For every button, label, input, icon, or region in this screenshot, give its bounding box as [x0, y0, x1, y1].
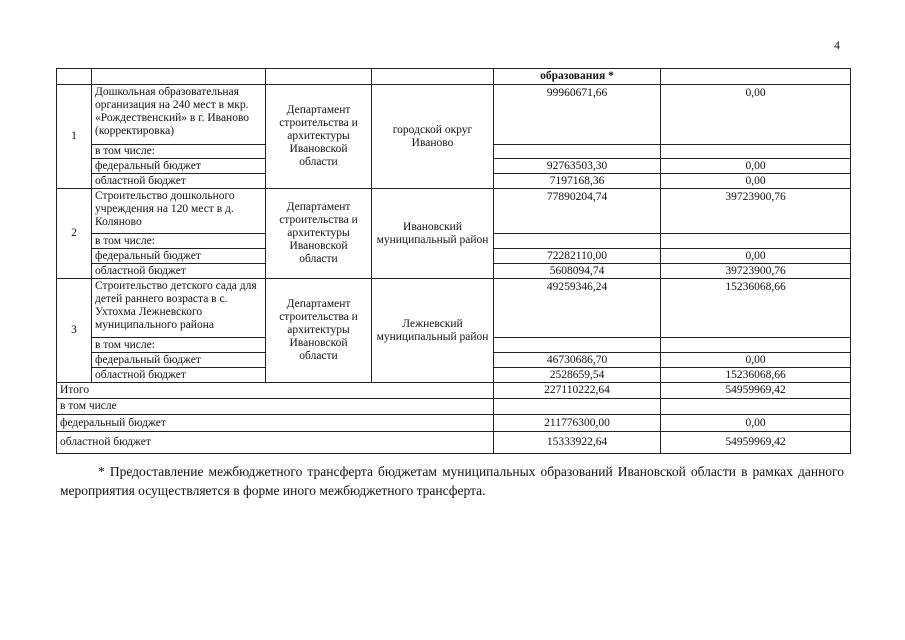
municipality-cell: городской округ Иваново — [372, 85, 494, 189]
incl-label: в том числе: — [92, 234, 266, 249]
table-header-row — [57, 69, 851, 85]
total-value-a: 77890204,74 — [494, 189, 661, 234]
totals-regional-value-b: 54959969,42 — [661, 432, 851, 454]
federal-value-b: 0,00 — [661, 353, 851, 368]
project-3-total-row — [57, 279, 851, 338]
federal-label: федеральный бюджет — [92, 159, 266, 174]
totals-incl-row — [57, 399, 851, 415]
regional-value-b: 0,00 — [661, 174, 851, 189]
federal-label: федеральный бюджет — [92, 249, 266, 264]
regional-value-a: 5608094,74 — [494, 264, 661, 279]
regional-label: областной бюджет — [92, 174, 266, 189]
totals-incl-label: в том числе — [57, 399, 494, 415]
totals-regional-row — [57, 432, 851, 454]
totals-regional-label: областной бюджет — [57, 432, 494, 454]
project-number: 3 — [57, 279, 92, 383]
totals-federal-value-b: 0,00 — [661, 415, 851, 432]
grand-total-value-a: 227110222,64 — [494, 383, 661, 399]
federal-value-a: 72282110,00 — [494, 249, 661, 264]
regional-value-b: 15236068,66 — [661, 368, 851, 383]
header-cell: образования * — [494, 69, 661, 85]
federal-value-a: 92763503,30 — [494, 159, 661, 174]
project-1-total-row — [57, 85, 851, 145]
project-number: 2 — [57, 189, 92, 279]
totals-federal-value-a: 211776300,00 — [494, 415, 661, 432]
project-name: Дошкольная образовательная организация на 240 мест в мкр. «Рождественский» в г. Иваново (корректировка) — [92, 85, 266, 145]
regional-label: областной бюджет — [92, 264, 266, 279]
regional-label: областной бюджет — [92, 368, 266, 383]
grand-total-row — [57, 383, 851, 399]
department-cell: Департамент строительства и архитектуры Ивановской области — [266, 85, 372, 189]
grand-total-label: Итого — [57, 383, 494, 399]
total-value-b: 0,00 — [661, 85, 851, 145]
footnote: * Предоставление межбюджетного трансферта бюджетам муниципальных образований Ивановской области в рамках данного мероприятия осуществляется в форме иного межбюджетного трансферта. — [60, 464, 844, 498]
project-number: 1 — [57, 85, 92, 189]
regional-value-a: 2528659,54 — [494, 368, 661, 383]
federal-value-b: 0,00 — [661, 249, 851, 264]
total-value-a: 49259346,24 — [494, 279, 661, 338]
totals-federal-row — [57, 415, 851, 432]
total-value-a: 99960671,66 — [494, 85, 661, 145]
regional-value-b: 39723900,76 — [661, 264, 851, 279]
federal-value-a: 46730686,70 — [494, 353, 661, 368]
project-2-total-row — [57, 189, 851, 234]
totals-federal-label: федеральный бюджет — [57, 415, 494, 432]
federal-label: федеральный бюджет — [92, 353, 266, 368]
total-value-b: 39723900,76 — [661, 189, 851, 234]
department-cell: Департамент строительства и архитектуры Ивановской области — [266, 189, 372, 279]
municipality-cell: Ивановский муниципальный район — [372, 189, 494, 279]
incl-label: в том числе: — [92, 338, 266, 353]
project-name: Строительство дошкольного учреждения на 120 мест в д. Коляново — [92, 189, 266, 234]
grand-total-value-b: 54959969,42 — [661, 383, 851, 399]
municipality-cell: Лежневский муниципальный район — [372, 279, 494, 383]
department-cell: Департамент строительства и архитектуры Ивановской области — [266, 279, 372, 383]
page-number: 4 — [834, 38, 840, 52]
totals-regional-value-a: 15333922,64 — [494, 432, 661, 454]
budget-table — [56, 68, 851, 454]
project-name: Строительство детского сада для детей раннего возраста в с. Ухтохма Лежневского муниципального района — [92, 279, 266, 338]
incl-label: в том числе: — [92, 145, 266, 159]
regional-value-a: 7197168,36 — [494, 174, 661, 189]
total-value-b: 15236068,66 — [661, 279, 851, 338]
federal-value-b: 0,00 — [661, 159, 851, 174]
